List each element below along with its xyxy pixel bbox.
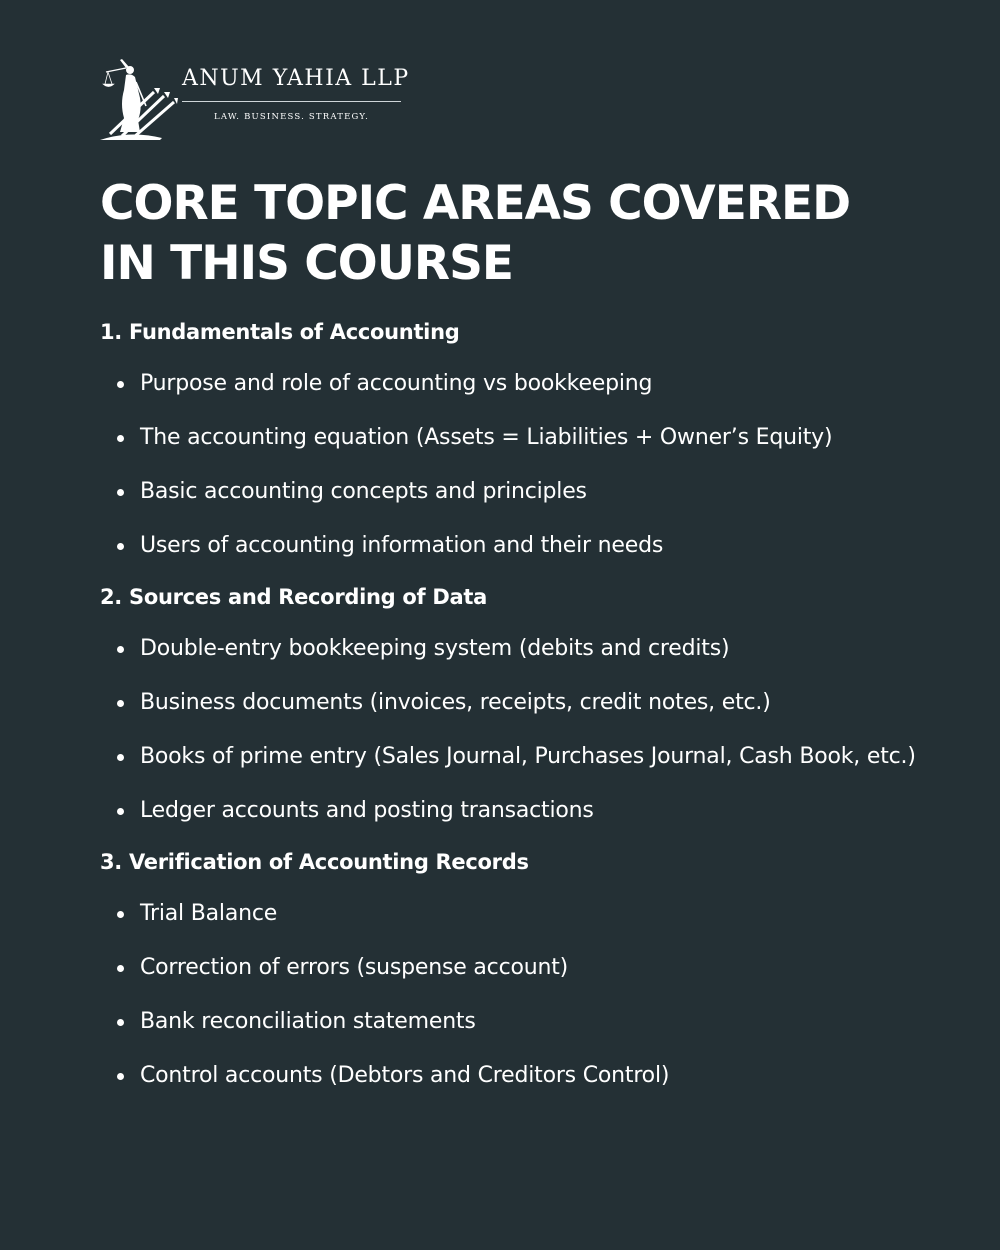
list-item [100,689,920,716]
section-list-sources-recording [100,635,920,824]
bullet-icon [117,646,124,653]
list-item [100,1062,920,1089]
list-item-text: Ledger accounts and posting transactions [140,798,594,823]
bullet-icon [117,1073,124,1080]
bullet-icon [117,911,124,918]
list-item [100,1008,920,1035]
bullet-icon [117,543,124,550]
list-item [100,478,920,505]
section-list-fundamentals [100,370,920,559]
list-item-text: Users of accounting information and their needs [140,533,664,558]
section-heading-fundamentals: 1. Fundamentals of Accounting [100,320,460,344]
brand-logo [100,58,410,142]
brand-divider [182,101,401,102]
list-item-text: The accounting equation (Assets = Liabilities + Owner’s Equity) [140,425,833,450]
bullet-icon [117,754,124,761]
bullet-icon [117,700,124,707]
list-item-text: Double-entry bookkeeping system (debits and credits) [140,636,730,661]
list-item [100,900,920,927]
bullet-icon [117,965,124,972]
bullet-icon [117,1019,124,1026]
list-item-text: Correction of errors (suspense account) [140,955,569,980]
list-item-text: Business documents (invoices, receipts, credit notes, etc.) [140,690,771,715]
bullet-icon [117,489,124,496]
bullet-icon [117,808,124,815]
list-item-text: Basic accounting concepts and principles [140,479,587,504]
list-item-text: Control accounts (Debtors and Creditors Control) [140,1063,670,1088]
list-item [100,532,920,559]
list-item [100,370,920,397]
list-item-text: Books of prime entry (Sales Journal, Purchases Journal, Cash Book, etc.) [140,744,916,769]
lady-justice-icon [100,58,178,140]
page-title [100,174,960,294]
list-item [100,797,920,824]
list-item [100,954,920,981]
list-item-text: Trial Balance [140,901,278,926]
list-item [100,424,920,451]
section-heading-verification: 3. Verification of Accounting Records [100,850,529,874]
page-title-line-2: IN THIS COURSE [100,236,514,291]
section-list-verification [100,900,920,1089]
list-item-text: Bank reconciliation statements [140,1009,476,1034]
list-item-text: Purpose and role of accounting vs bookkeeping [140,371,653,396]
page-title-line-1: CORE TOPIC AREAS COVERED [100,176,851,231]
bullet-icon [117,381,124,388]
brand-tagline: LAW. BUSINESS. STRATEGY. [213,112,370,122]
topic-sections [100,316,920,1089]
bullet-icon [117,435,124,442]
brand-name: ANUM YAHIA LLP [182,66,410,91]
list-item [100,743,920,770]
list-item [100,635,920,662]
section-heading-sources-recording: 2. Sources and Recording of Data [100,585,487,609]
